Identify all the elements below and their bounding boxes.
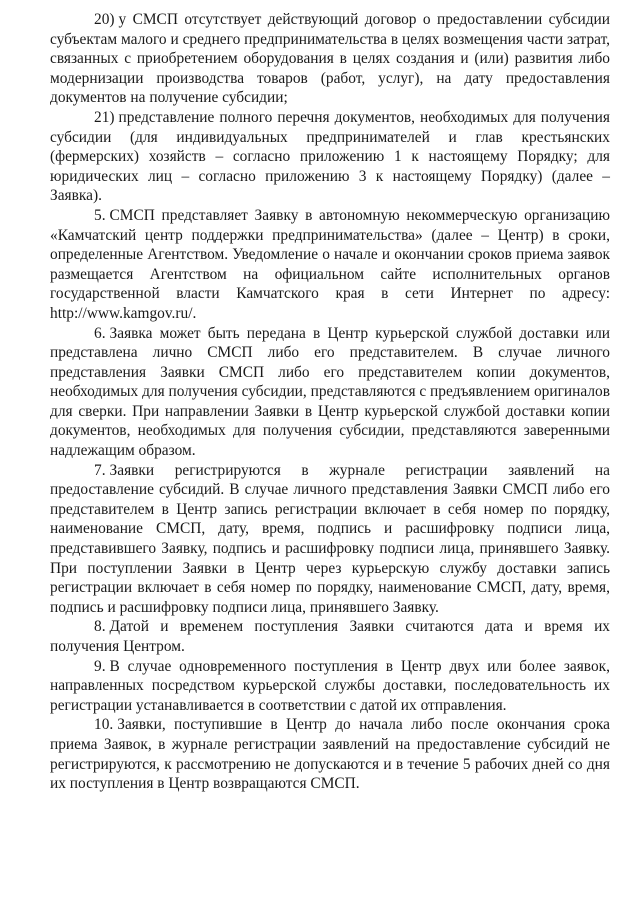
paragraph-number: 6. <box>94 324 106 342</box>
paragraph-text: Датой и временем поступления Заявки считаются дата и время их получения Центром. <box>50 618 610 655</box>
paragraph-text: Заявки, поступившие в Центр до начала либо после окончания срока приема Заявок, в журнале регистрации заявлений на предоставление субсидий не регистрируются, к рассмотрению не допускаются и в течение 5 рабочих дней со дня их поступления в Центр возвращаются СМСП. <box>50 716 610 793</box>
paragraph-number: 20) <box>94 11 115 28</box>
paragraph-text: представление полного перечня документов, необходимых для получения субсидии (для индивидуальных предпринимателей и глав крестьянских (фермерских) хозяйств – согласно приложению 1 к настоящему Порядку; для юридических лиц – согласно приложению 3 к настоящему Порядку) (далее – Заявка). <box>50 108 610 205</box>
paragraph-text: у СМСП отсутствует действующий договор о предоставлении субсидии субъектам малого и среднего предпринимательства в целях возмещения части затрат, связанных с приобретением оборудования в целях создания и (или) развития либо модернизации производства товаров (работ, услуг), на дату предоставления документов на получение субсидии; <box>50 11 610 107</box>
paragraph-number: 21) <box>94 108 115 126</box>
paragraph-number: 5. <box>94 206 106 224</box>
paragraph-item-20 <box>50 10 610 108</box>
paragraph-section-5 <box>50 206 610 324</box>
paragraph-number: 10. <box>94 716 114 734</box>
paragraph-section-8 <box>50 617 610 656</box>
paragraph-section-6 <box>50 324 610 461</box>
paragraph-text: В случае одновременного поступления в Центр двух или более заявок, направленных посредством курьерской службы доставки, последовательность их регистрации устанавливается в соответствии с датой их отправления. <box>50 657 610 714</box>
paragraph-section-7 <box>50 461 610 618</box>
paragraph-number: 8. <box>94 618 106 636</box>
paragraph-number: 7. <box>94 461 106 479</box>
paragraph-text: СМСП представляет Заявку в автономную некоммерческую организацию «Камчатский центр поддержки предпринимательства» (далее – Центр) в сроки, определенные Агентством. Уведомление о начале и окончании сроков приема заявок размещается Агентством на официальном сайте исполнительных органов государственной власти Камчатского края в сети Интернет по адресу: http://www.kamgov.ru/. <box>50 206 610 322</box>
paragraph-text: Заявки регистрируются в журнале регистрации заявлений на предоставление субсидий. В случае личного представления Заявки СМСП либо его представителем в Центр запись регистрации включает в себя номер по порядку, наименование СМСП, дату, время, подпись и расшифровку подписи лица, представившего Заявку, подпись и расшифровку подписи лица, принявшего Заявку. При поступлении Заявки в Центр через курьерскую службу доставки запись регистрации включает в себя номер по порядку, наименование СМСП, дату, время, подпись и расшифровку подписи лица, принявшего Заявку. <box>50 461 610 616</box>
document-body <box>50 10 610 794</box>
paragraph-number: 9. <box>94 657 106 675</box>
paragraph-item-21 <box>50 108 610 206</box>
paragraph-section-10 <box>50 715 610 793</box>
paragraph-text: Заявка может быть передана в Центр курьерской службой доставки или представлена лично СМСП либо его представителем. В случае личного представления Заявки СМСП либо его представителем копии документов, необходимых для получения субсидии, представляются с предъявлением оригиналов для сверки. При направлении Заявки в Центр курьерской службой доставки копии документов, необходимых для получения субсидии, представляются заверенными надлежащим образом. <box>50 324 610 460</box>
paragraph-section-9 <box>50 657 610 716</box>
